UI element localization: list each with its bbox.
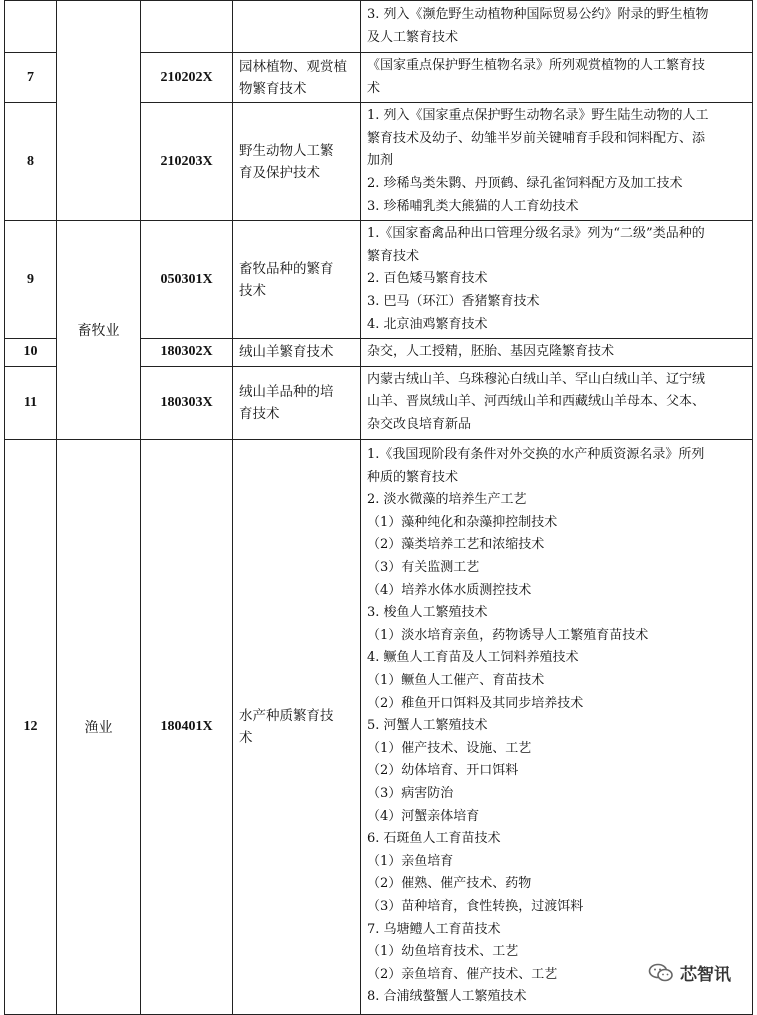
description-line: 3. 巴马（环江）香猪繁育技术 bbox=[367, 293, 540, 309]
description-cell bbox=[361, 366, 753, 439]
description-line: 内蒙古绒山羊、乌珠穆沁白绒山羊、罕山白绒山羊、辽宁绒 bbox=[367, 371, 706, 387]
description-line: 7. 乌塘鳢人工育苗技术 bbox=[367, 921, 501, 937]
tech-name-cell bbox=[233, 366, 361, 439]
description-line: 《国家重点保护野生植物名录》所列观赏植物的人工繁育技 bbox=[367, 58, 706, 73]
tech-name-cell bbox=[233, 339, 361, 367]
description-line: 杂交，人工授精，胚胎、基因克隆繁育技术 bbox=[367, 344, 615, 360]
description-line: 8. 合浦绒螯蟹人工繁殖技术 bbox=[367, 989, 527, 1005]
description-line: 繁育技术 bbox=[367, 248, 420, 264]
technology-catalog-table bbox=[4, 0, 753, 1015]
description-line: （4）培养水体水质测控技术 bbox=[367, 582, 532, 598]
description-line: 术 bbox=[367, 80, 381, 96]
description-line: 繁育技术及幼子、幼雏半岁前关键哺育手段和饲料配方、添 bbox=[367, 130, 706, 146]
description-cell bbox=[361, 53, 753, 103]
tech-name-line: 畜牧品种的繁育 bbox=[239, 260, 334, 277]
description-line: （2）幼体培育、开口饵料 bbox=[367, 763, 519, 779]
description-line: 1.《国家畜禽品种出口管理分级名录》列为“二级”类品种的 bbox=[367, 226, 705, 242]
description-line: 3. 梭鱼人工繁殖技术 bbox=[367, 605, 488, 621]
description-line: （4）河蟹亲体培育 bbox=[367, 808, 480, 824]
description-cell bbox=[361, 103, 753, 221]
row-number: 7 bbox=[5, 53, 57, 103]
code-cell: 210202X bbox=[141, 53, 233, 103]
row-number: 10 bbox=[5, 339, 57, 367]
description-line: 2. 淡水微藻的培养生产工艺 bbox=[367, 492, 527, 508]
table-row bbox=[5, 1, 753, 53]
category-cell bbox=[57, 1, 141, 221]
description-line: （3）有关监测工艺 bbox=[367, 560, 480, 576]
description-line: 山羊、晋岚绒山羊、河西绒山羊和西藏绒山羊母本、父本、 bbox=[367, 394, 706, 410]
description-line: 杂交改良培育新品 bbox=[367, 416, 472, 432]
description-line: 6. 石斑鱼人工育苗技术 bbox=[367, 831, 501, 847]
description-cell bbox=[361, 439, 753, 1014]
tech-name-cell bbox=[233, 103, 361, 221]
code-cell: 180401X bbox=[141, 439, 233, 1014]
description-line: （3）苗种培育，食性转换，过渡饵料 bbox=[367, 898, 584, 914]
description-line: （1）亲鱼培育 bbox=[367, 853, 454, 869]
description-line: （2）稚鱼开口饵料及其同步培养技术 bbox=[367, 695, 584, 711]
wechat-icon bbox=[648, 963, 674, 983]
row-number: 8 bbox=[5, 103, 57, 221]
row-number bbox=[5, 1, 57, 53]
watermark-text: 芯智讯 bbox=[680, 965, 731, 985]
code-cell bbox=[141, 1, 233, 53]
description-line: （2）藻类培养工艺和浓缩技术 bbox=[367, 537, 545, 553]
description-line: （1）鳜鱼人工催产、育苗技术 bbox=[367, 673, 545, 689]
tech-name-line: 育技术 bbox=[239, 405, 280, 422]
tech-name-cell bbox=[233, 439, 361, 1014]
description-line: 1.《我国现阶段有条件对外交换的水产种质资源名录》所列 bbox=[367, 447, 705, 463]
tech-name-line: 园林植物、观赏植 bbox=[239, 58, 347, 75]
description-cell bbox=[361, 221, 753, 339]
table-row bbox=[5, 439, 753, 1014]
description-line: （3）病害防治 bbox=[367, 786, 454, 802]
description-line: 加剂 bbox=[367, 153, 394, 169]
row-number: 9 bbox=[5, 221, 57, 339]
watermark bbox=[644, 958, 735, 987]
description-line: （2）催熟、催产技术、药物 bbox=[367, 876, 532, 892]
tech-name-line: 水产种质繁育技 bbox=[239, 707, 334, 724]
tech-name-line: 技术 bbox=[239, 282, 266, 299]
tech-name-line: 育及保护技术 bbox=[239, 164, 320, 181]
description-line: 3. 列入《濒危野生动植物种国际贸易公约》附录的野生植物 bbox=[367, 6, 709, 22]
tech-name-line: 绒山羊繁育技术 bbox=[239, 344, 334, 361]
category-cell: 渔业 bbox=[57, 439, 141, 1014]
row-number: 12 bbox=[5, 439, 57, 1014]
description-line: 3. 珍稀哺乳类大熊猫的人工育幼技术 bbox=[367, 198, 579, 214]
code-cell: 050301X bbox=[141, 221, 233, 339]
description-line: 4. 北京油鸡繁育技术 bbox=[367, 316, 488, 332]
tech-name-cell bbox=[233, 1, 361, 53]
description-line: 种质的繁育技术 bbox=[367, 469, 459, 485]
description-line: 4. 鳜鱼人工育苗及人工饲料养殖技术 bbox=[367, 650, 579, 666]
tech-name-line: 野生动物人工繁 bbox=[239, 142, 334, 159]
description-cell bbox=[361, 1, 753, 53]
tech-name-line: 绒山羊品种的培 bbox=[239, 383, 334, 400]
tech-name-cell bbox=[233, 221, 361, 339]
category-cell: 畜牧业 bbox=[57, 221, 141, 439]
description-line: （1）淡水培育亲鱼，药物诱导人工繁殖育苗技术 bbox=[367, 627, 649, 643]
description-line: （2）亲鱼培育、催产技术、工艺 bbox=[367, 966, 558, 982]
code-cell: 210203X bbox=[141, 103, 233, 221]
tech-name-cell bbox=[233, 53, 361, 103]
tech-name-line: 术 bbox=[239, 729, 253, 746]
description-line: 2. 珍稀鸟类朱鹮、丹顶鹤、绿孔雀饲料配方及加工技术 bbox=[367, 175, 683, 191]
code-cell: 180302X bbox=[141, 339, 233, 367]
tech-name-line: 物繁育技术 bbox=[239, 80, 307, 97]
description-line: 5. 河蟹人工繁殖技术 bbox=[367, 718, 488, 734]
description-line: （1）催产技术、设施、工艺 bbox=[367, 740, 532, 756]
description-cell bbox=[361, 339, 753, 367]
row-number: 11 bbox=[5, 366, 57, 439]
table-row bbox=[5, 221, 753, 339]
description-line: 及人工繁育技术 bbox=[367, 29, 459, 45]
description-line: 1. 列入《国家重点保护野生动物名录》野生陆生动物的人工 bbox=[367, 108, 709, 124]
description-line: （1）藻种纯化和杂藻抑控制技术 bbox=[367, 514, 558, 530]
description-line: （1）幼鱼培育技术、工艺 bbox=[367, 944, 519, 960]
description-line: 2. 百色矮马繁育技术 bbox=[367, 271, 488, 287]
code-cell: 180303X bbox=[141, 366, 233, 439]
